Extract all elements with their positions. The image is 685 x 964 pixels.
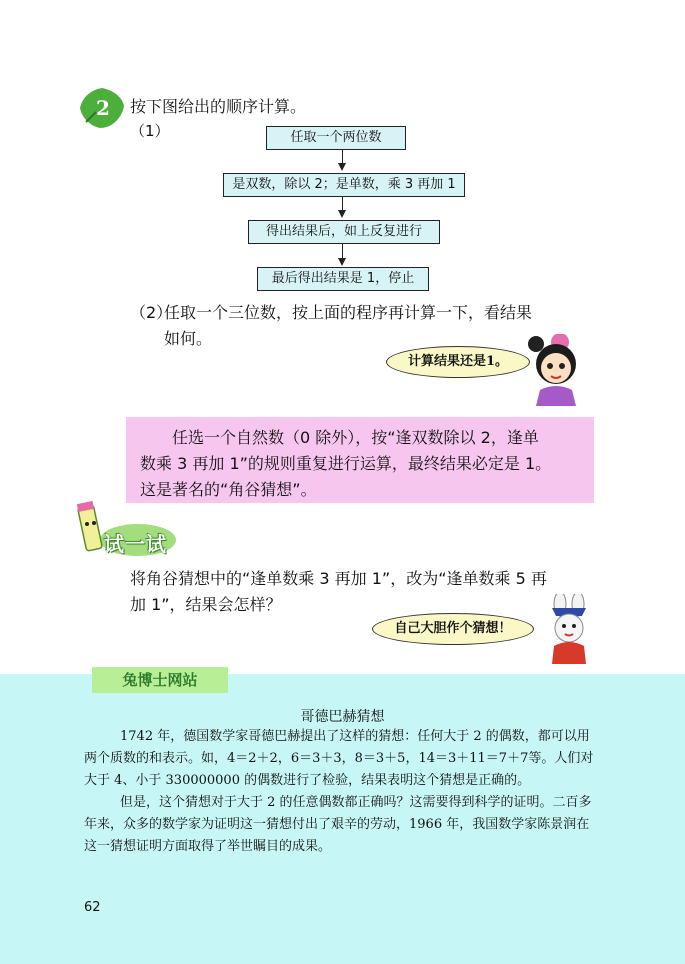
try-it-question: [130, 566, 600, 618]
leaf-number-icon: [78, 86, 126, 130]
arrow-down-icon: [338, 210, 346, 218]
part2-label: （2）: [130, 303, 173, 322]
speech-bubble-guess: [372, 613, 534, 645]
flow-step-1: 任取一个两位数: [266, 126, 406, 150]
website-tab: 兔博士网站: [92, 667, 228, 693]
flow-step-2: 是双数，除以 2；是单数，乘 3 再加 1: [223, 173, 465, 197]
conjecture-line2: 数乘 3 再加 1”的规则重复进行运算，最终结果必定是 1。: [140, 454, 552, 473]
page-number: 62: [84, 900, 101, 915]
bubble-guess-text: 自己大胆作个猜想！: [394, 621, 512, 636]
article-body: [84, 726, 596, 858]
arrow-down-icon: [338, 258, 346, 266]
flow-step-4: 最后得出结果是 1，停止: [257, 267, 429, 291]
try-it-line2: 加 1”，结果会怎样？: [130, 595, 282, 614]
try-it-line1: 将角谷猜想中的“逢单数乘 3 再加 1”，改为“逢单数乘 5 再: [130, 569, 547, 588]
part2-line2: 如何。: [164, 329, 213, 348]
problem-title: 按下图给出的顺序计算。: [130, 97, 307, 116]
article-paragraph-1: 1742 年，德国数学家哥德巴赫提出了这样的猜想：任何大于 2 的偶数，都可以用两个质数的和表示。如，4＝2＋2，6＝3＋3，8＝3＋5，14＝3＋11＝7＋7等。人们对大于 4、小于 330000000 的偶数进行了检验，结果表明这个猜想是正确的。: [84, 729, 594, 788]
rabbit-character-icon: [538, 594, 600, 666]
arrow-down-icon: [338, 163, 346, 171]
conjecture-line3: 这是著名的“角谷猜想”。: [140, 480, 317, 499]
svg-text:2: 2: [96, 96, 110, 120]
part2-line1: 任取一个三位数，按上面的程序再计算一下，看结果: [164, 303, 533, 322]
part1-label: （1）: [130, 122, 170, 140]
try-it-heading: 试一试: [104, 532, 167, 556]
conjecture-line1: 任选一个自然数（0 除外），按“逢双数除以 2，逢单: [172, 428, 539, 447]
girl-character-icon: [526, 334, 588, 406]
conjecture-box: [126, 417, 594, 503]
bubble-result-text: 计算结果还是1。: [407, 354, 509, 369]
flow-step-3: 得出结果后，如上反复进行: [248, 220, 440, 244]
article-paragraph-2: 但是，这个猜想对于大于 2 的任意偶数都正确吗？这需要得到科学的证明。二百多年来，众多的数学家为证明这一猜想付出了艰辛的劳动，1966 年，我国数学家陈景润在这一猜想证明方面取得了举世瞩目的成果。: [84, 795, 592, 854]
article-title: 哥德巴赫猜想: [300, 709, 385, 725]
speech-bubble-result: [386, 346, 530, 378]
